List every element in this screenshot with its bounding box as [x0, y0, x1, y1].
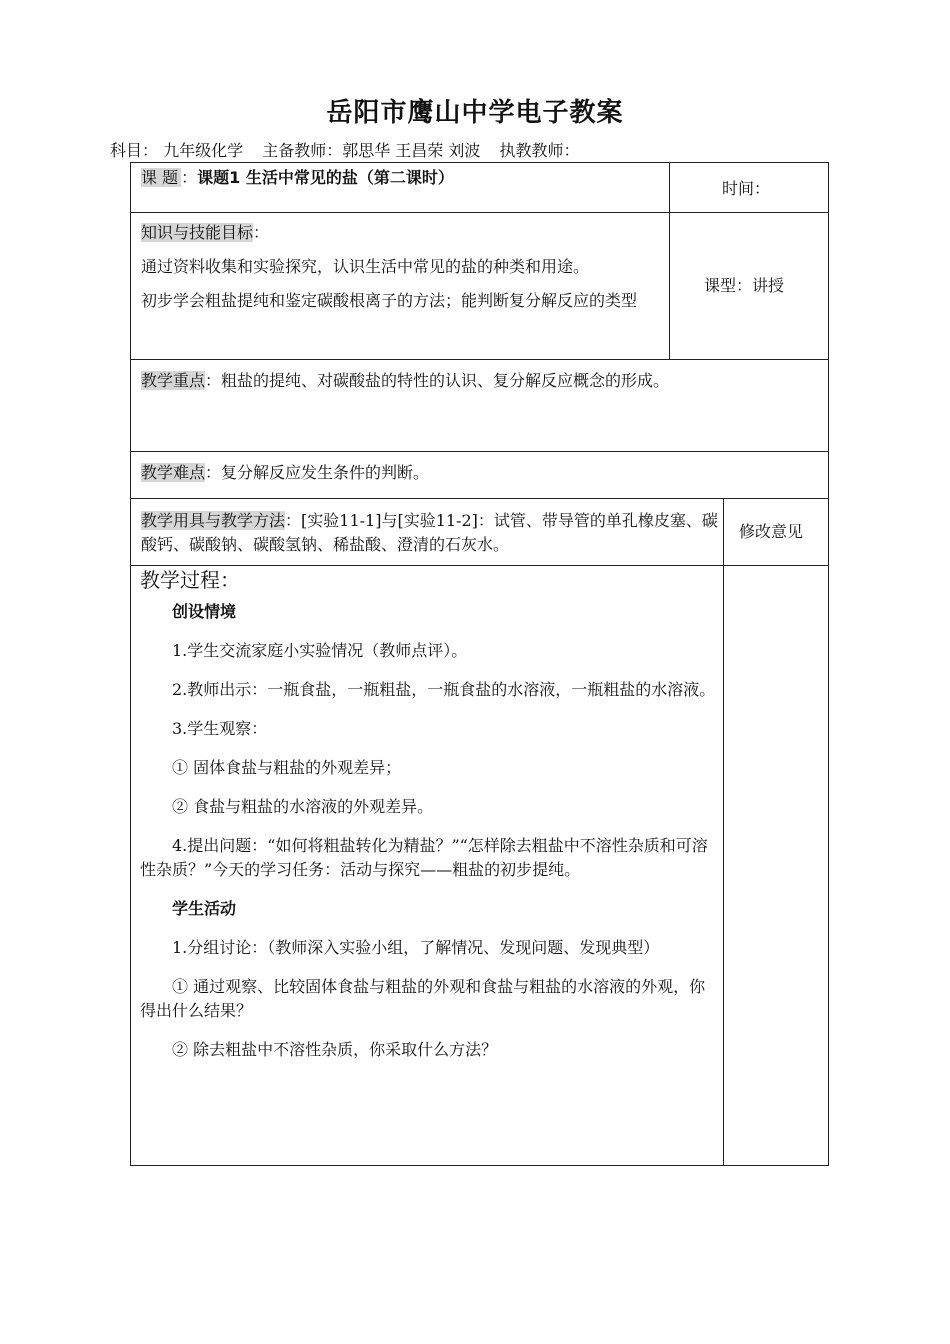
tools-label: 教学用具与教学方法 [141, 511, 286, 530]
process-label: 教学过程： [140, 568, 240, 592]
difficulties-cell [130, 451, 829, 499]
topic-value: 课题1 生活中常见的盐（第二课时） [197, 168, 454, 187]
diff-label: 教学难点 [141, 463, 206, 482]
time-label: 时间： [722, 179, 771, 198]
lesson-type: 课型：讲授 [704, 276, 785, 295]
key-label: 教学重点 [141, 371, 206, 390]
teacher: 执教教师： [499, 141, 580, 160]
tools-cell [130, 498, 724, 566]
goals-label: 知识与技能目标 [141, 223, 254, 242]
goal-1: 通过资料收集和实验探究，认识生活中常见的盐的种类和用途。 [141, 257, 590, 276]
goals-cell: 知识与技能目标： 通过资料收集和实验探究，认识生活中常见的盐的种类和用途。 初步学会粗盐提纯和鉴定碳酸根离子的方法；能判断复分解反应的类型 [130, 212, 670, 360]
topic-cell: 课 题 ：课题1 生活中常见的盐（第二课时） [130, 162, 670, 213]
process-item: ① 固体食盐与粗盐的外观差异； [172, 758, 402, 777]
key-text: ：粗盐的提纯、对碳酸盐的特性的认识、复分解反应概念的形成。 [205, 371, 670, 390]
revise-label: 修改意见 [739, 522, 804, 541]
key-points-cell [130, 359, 829, 452]
document-title: 岳阳市鹰山中学电子教案 [326, 98, 624, 128]
section-heading-1: 创设情境 [172, 602, 237, 621]
revise-cell [723, 498, 829, 566]
lead-teachers: 主备教师：郭思华 王昌荣 刘波 [262, 141, 481, 160]
revise-column-divider [723, 565, 724, 1166]
tools-text: ：[实验11-1]与[实验11-2]：试管、带导管的单孔橡皮塞、碳酸钙、碳酸钠、碳酸氢钠、稀盐酸、澄清的石灰水。 [141, 511, 718, 554]
diff-text: ：复分解反应发生条件的判断。 [205, 463, 430, 482]
process-content [140, 566, 718, 1062]
process-item: 3.学生观察： [172, 719, 268, 738]
lesson-type-cell [669, 212, 829, 360]
section-heading-2: 学生活动 [172, 899, 237, 918]
process-item: 2.教师出示：一瓶食盐，一瓶粗盐，一瓶食盐的水溶液，一瓶粗盐的水溶液。 [172, 680, 716, 699]
process-item: ② 食盐与粗盐的水溶液的外观差异。 [172, 797, 434, 816]
goal-2: 初步学会粗盐提纯和鉴定碳酸根离子的方法；能判断复分解反应的类型 [141, 291, 638, 310]
document-meta [110, 138, 593, 161]
topic-label: 课 题 [141, 168, 181, 187]
process-item: 1.分组讨论：（教师深入实验小组，了解情况、发现问题、发现典型） [172, 938, 660, 957]
time-cell [669, 162, 829, 213]
process-item: ① 通过观察、比较固体食盐与粗盐的外观和食盐与粗盐的水溶液的外观，你得出什么结果？ [140, 977, 706, 1020]
process-item: ② 除去粗盐中不溶性杂质，你采取什么方法？ [172, 1040, 498, 1059]
process-item: 4.提出问题：“如何将粗盐转化为精盐？”“怎样除去粗盐中不溶性杂质和可溶性杂质？”今天的学习任务：活动与探究——粗盐的初步提纯。 [140, 836, 708, 879]
subject: 科目： 九年级化学 [110, 141, 244, 160]
process-item: 1.学生交流家庭小实验情况（教师点评）。 [172, 641, 468, 660]
